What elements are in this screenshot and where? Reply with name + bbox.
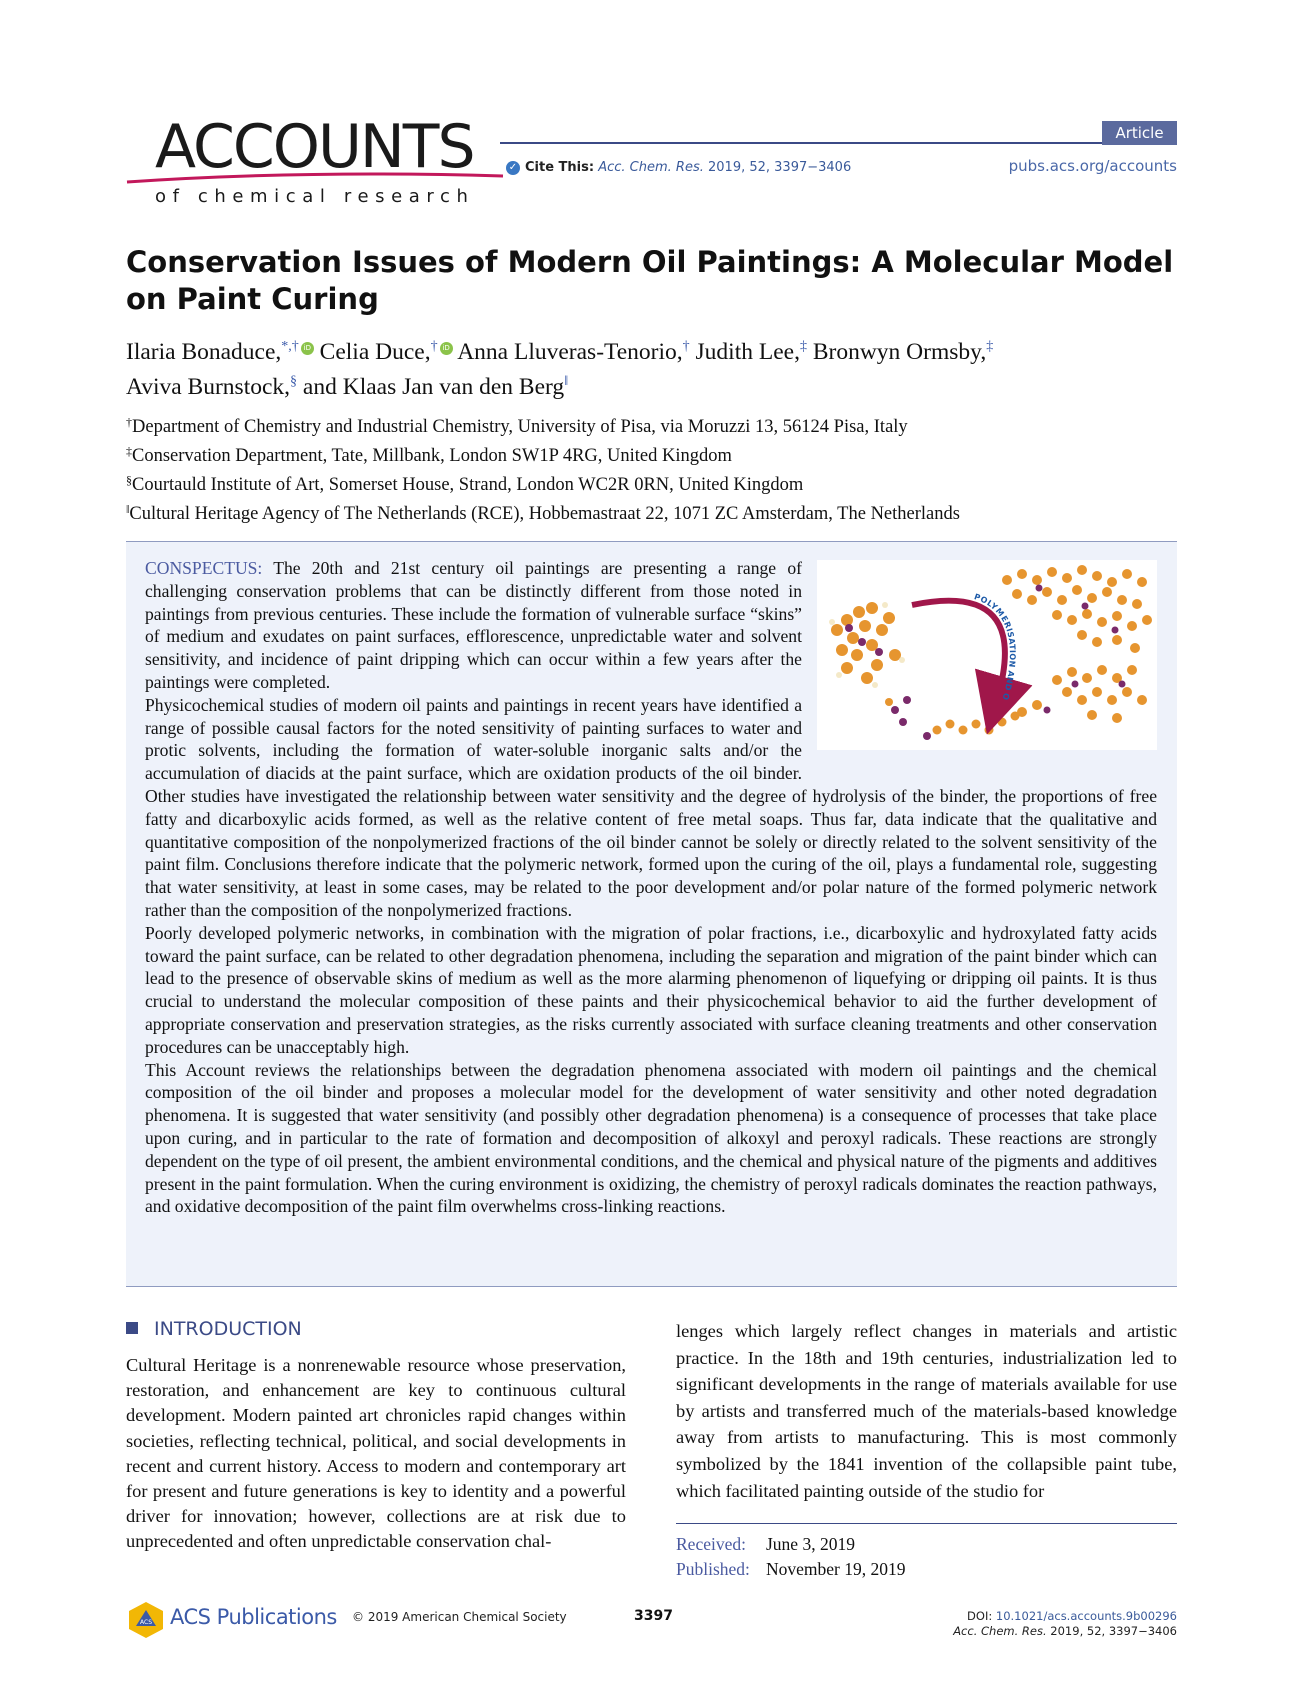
author-name: Anna Lluveras-Tenorio,: [457, 339, 683, 365]
affiliation-mark: §: [126, 473, 132, 487]
section-title: INTRODUCTION: [154, 1318, 302, 1340]
publication-dates: [676, 1532, 906, 1582]
doi-link[interactable]: 10.1021/acs.accounts.9b00296: [995, 1609, 1177, 1623]
cite-reference: 2019, 52, 3397−3406: [708, 160, 852, 175]
author-affiliation-mark[interactable]: ‖: [564, 374, 569, 389]
published-row: [676, 1557, 906, 1582]
journal-url-link[interactable]: pubs.acs.org/accounts: [1008, 157, 1177, 175]
intro-column-left: [126, 1353, 626, 1555]
journal-logo: [125, 112, 500, 212]
conspectus-paragraph: Poorly developed polymeric networks, in combination with the migration of polar fractions, i.e., dicarboxylic and hydroxylated fatty acids toward the paint surface, can be related to other degradation phenomena, including the separation and migration of the paint binder which can lead to the presence of observable skins of medium as well as the more alarming phenomenon of liquefying or dripping oil paints. It is thus crucial to understand the molecular composition of these paints and their physicochemical behavior to aid the further development of appropriate conservation and preservation strategies, as the risks currently associated with surface cleaning treatments and other conservation procedures can be unacceptably high.: [145, 922, 1157, 1057]
conspectus-bottom-rule: [126, 1286, 1177, 1287]
author: [696, 339, 807, 365]
intro-paragraph: Cultural Heritage is a nonrenewable resource whose preservation, restoration, and enhancement are key to continuous cultural development. Modern painted art chronicles rapid changes within societies, reflecting technical, political, and social developments in recent and current history. Access to modern and contemporary art for present and future generations is key to identity and a powerful driver for innovation; however, collections are at risk due to unprecedented and often unpredictable conservation chal-: [126, 1355, 626, 1552]
article-title: Conservation Issues of Modern Oil Paintings: A Molecular Model on Paint Curing: [126, 245, 1174, 316]
affiliation-mark: †: [126, 415, 132, 429]
author: [457, 339, 689, 365]
conspectus-label: CONSPECTUS:: [145, 558, 263, 578]
conspectus-paragraph: CONSPECTUS: The 20th and 21st century oil paintings are presenting a range of challenging conservation problems that can be distinctly different from those noted in paintings from previous centuries. These include the formation of vulnerable surface “skins” of medium and exudates on paint surfaces, efflorescence, unpredictable water and solvent sensitivity, and incidence of paint dripping which can occur within a few years after the paintings were completed.: [145, 558, 802, 692]
author-affiliation-mark[interactable]: *,†: [281, 339, 299, 354]
citation-journal: Acc. Chem. Res.: [953, 1624, 1047, 1638]
author-affiliation-mark[interactable]: ‡: [799, 339, 807, 354]
author: [126, 339, 314, 365]
dates-rule: [676, 1523, 1177, 1524]
author-name: Ilaria Bonaduce,: [126, 339, 282, 365]
author-name: and Klaas Jan van den Berg: [302, 374, 565, 400]
graphic-label: POLYMERISATION AND O: [973, 592, 1017, 701]
doi-label: DOI:: [967, 1609, 993, 1623]
logo-swoosh-icon: [125, 168, 505, 188]
orcid-icon[interactable]: iD: [301, 342, 314, 355]
received-date: June 3, 2019: [766, 1534, 855, 1554]
author-name: Celia Duce,: [319, 339, 431, 365]
published-label: Published:: [676, 1559, 750, 1579]
cite-journal: Acc. Chem. Res.: [598, 160, 704, 175]
affiliation: [126, 408, 1186, 437]
publisher-name: ACS Publications: [170, 1605, 337, 1629]
doi-row: [930, 1609, 1177, 1624]
affiliation: [126, 437, 1186, 466]
cite-this[interactable]: [506, 160, 851, 175]
author: [320, 339, 453, 365]
affiliation-mark: ‡: [126, 444, 132, 458]
affiliation-mark: ‖: [126, 502, 130, 516]
citation-row: [930, 1624, 1177, 1639]
author-name: Aviva Burnstock,: [126, 374, 291, 400]
affiliation-list: [126, 408, 1186, 524]
journal-name: ACCOUNTS: [155, 112, 474, 182]
affiliation-text: Conservation Department, Tate, Millbank, London SW1P 4RG, United Kingdom: [132, 446, 732, 466]
author-affiliation-mark[interactable]: §: [290, 374, 298, 389]
affiliation-text: Cultural Heritage Agency of The Netherlands (RCE), Hobbemastraat 22, 1071 ZC Amsterdam, The Netherlands: [129, 504, 960, 524]
conspectus-paragraph: This Account reviews the relationships between the degradation phenomena associated with modern oil paintings and the chemical composition of the oil binder and proposes a molecular model for the development of water sensitivity and other noted degradation phenomena. It is suggested that water sensitivity (and possibly other degradation phenomena) is a consequence of processes that take place upon curing, and in particular to the rate of formation and decomposition of alkoxyl and peroxyl radicals. These reactions are strongly dependent on the type of oil present, the ambient environmental conditions, and the chemical and physical nature of the pigments and additives present in the paint formulation. When the curing environment is oxidizing, the chemistry of peroxyl radicals dominates the reaction pathways, and oxidative decomposition of the paint film overwhelms cross-linking reactions.: [145, 1059, 1157, 1217]
received-label: Received:: [676, 1534, 746, 1554]
cite-label: Cite This:: [525, 160, 595, 175]
affiliation: [126, 495, 1186, 524]
acs-hexagon-icon: [126, 1600, 166, 1640]
acs-publications-logo[interactable]: [126, 1600, 337, 1640]
author-affiliation-mark[interactable]: †: [682, 339, 690, 354]
header-rule: [500, 142, 1177, 144]
citation-reference: 2019, 52, 3397−3406: [1050, 1624, 1177, 1638]
journal-subtitle: of chemical research: [155, 186, 475, 207]
author: [813, 339, 993, 365]
molecule-illustration: [817, 560, 1157, 750]
section-heading: [126, 1318, 302, 1340]
conspectus-paragraph: Physicochemical studies of modern oil paints and paintings in recent years have identified a range of possible causal factors for the noted sensitivity of painting surfaces to water and protic solvents, including the formation of water-soluble inorganic salts and/or the accumulation of diacids at the paint surface, which are oxidation products of the oil binder. Other studies have investigated the relationship between water sensitivity and the degree of hydrolysis of the binder, the proportions of free fatty and dicarboxylic acids formed, as well as the relative content of free metal soaps. Thus far, data indicate that the qualitative and quantitative composition of the nonpolymerized fractions of the oil binder cannot be solely or directly related to the solvent sensitivity of the paint film. Conclusions therefore indicate that the polymeric network, formed upon the curing of the oil, plays a fundamental role, suggesting that water sensitivity, at least in some cases, may be related to the poor development and/or polar nature of the formed polymeric network rather than the composition of the nonpolymerized fractions.: [145, 694, 1157, 920]
author-affiliation-mark[interactable]: †: [430, 339, 438, 354]
copyright-notice: © 2019 American Chemical Society: [352, 1610, 567, 1624]
author: [303, 374, 568, 400]
author-affiliation-mark[interactable]: ‡: [986, 339, 994, 354]
svg-text:ACS: ACS: [140, 1619, 152, 1626]
author-name: Judith Lee,: [695, 339, 800, 365]
article-type-badge: Article: [1102, 121, 1177, 145]
author-list: [126, 332, 1186, 402]
footer-citation: [930, 1609, 1177, 1639]
author-name: Bronwyn Ormsby,: [812, 339, 987, 365]
toc-graphic: [817, 560, 1157, 750]
affiliation-text: Department of Chemistry and Industrial Chemistry, University of Pisa, via Moruzzi 13, 56124 Pisa, Italy: [132, 417, 908, 437]
author: [126, 374, 297, 400]
affiliation-text: Courtauld Institute of Art, Somerset House, Strand, London WC2R 0RN, United Kingdom: [132, 475, 804, 495]
section-square-icon: [126, 1322, 138, 1334]
published-date: November 19, 2019: [766, 1559, 906, 1579]
page-number: 3397: [634, 1608, 673, 1624]
orcid-icon[interactable]: iD: [440, 342, 453, 355]
check-icon: ✓: [506, 161, 520, 175]
intro-column-right: [676, 1318, 1177, 1504]
received-row: [676, 1532, 906, 1557]
affiliation: [126, 466, 1186, 495]
intro-paragraph: lenges which largely reflect changes in materials and artistic practice. In the 18th and 19th centuries, industrialization led to significant developments in the range of materials available for use by artists and transferred much of the materials-based knowledge away from artists to manufacturing. This is most commonly symbolized by the 1841 invention of the collapsible paint tube, which facilitated painting outside of the studio for: [676, 1321, 1177, 1501]
